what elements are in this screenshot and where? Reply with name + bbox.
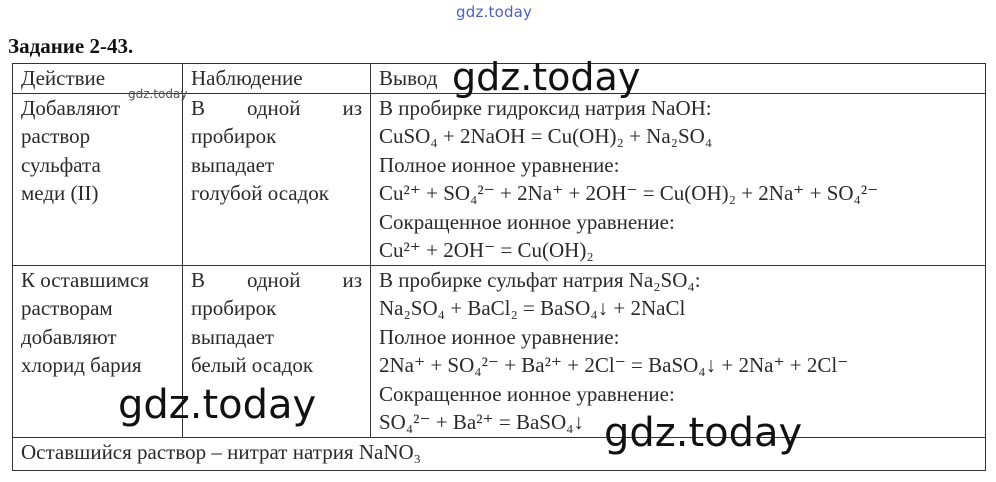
header-observation: Наблюдение: [183, 64, 371, 94]
observation-cell: [183, 93, 371, 265]
conclusion-line: В пробирке сульфат натрия Na₂SO₄:: [379, 267, 701, 292]
result-cell: Оставшийся раствор – нитрат натрия NaNO₃: [13, 437, 986, 470]
short-ionic-label: Сокращенное ионное уравнение:: [379, 209, 675, 234]
conclusion-line: В пробирке гидроксид натрия NaOH:: [379, 95, 712, 120]
action-line: хлорид бария: [21, 353, 142, 377]
observation-line: пробирок: [191, 296, 277, 320]
action-line: К оставшимся: [21, 267, 149, 292]
header-action: Действие: [13, 64, 183, 94]
watermark: gdz.today: [128, 87, 188, 101]
observation-line: белый осадок: [191, 353, 314, 377]
table-row: [13, 437, 986, 470]
full-ionic-equation: 2Na⁺ + SO₄²⁻ + Ba²⁺ + 2Cl⁻ = BaSO₄↓ + 2Na⁺ + 2Cl⁻: [379, 353, 849, 377]
watermark: gdz.today: [452, 55, 641, 99]
action-line: Добавляют: [21, 95, 121, 120]
observation-line: В одной из: [191, 95, 362, 120]
molecular-equation: CuSO₄ + 2NaOH = Cu(OH)₂ + Na₂SO₄: [379, 124, 713, 148]
short-ionic-label: Сокращенное ионное уравнение:: [379, 381, 675, 406]
action-line: раствор: [21, 124, 91, 148]
observation-line: пробирок: [191, 124, 277, 148]
action-line: растворам: [21, 296, 113, 320]
action-cell: [13, 93, 183, 265]
watermark-top: gdz.today: [456, 3, 533, 21]
conclusion-cell: [371, 93, 986, 265]
observation-line: выпадает: [191, 324, 275, 349]
full-ionic-equation: Cu²⁺ + SO₄²⁻ + 2Na⁺ + 2OH⁻ = Cu(OH)₂ + 2Na⁺ + SO₄²⁻: [379, 181, 879, 205]
header-conclusion: Вывод: [371, 64, 986, 94]
molecular-equation: Na₂SO₄ + BaCl₂ = BaSO₄↓ + 2NaCl: [379, 296, 686, 320]
action-line: меди (II): [21, 181, 99, 205]
task-title: Задание 2-43.: [8, 34, 134, 58]
full-ionic-label: Полное ионное уравнение:: [379, 324, 620, 349]
action-line: сульфата: [21, 152, 101, 177]
table-row: [13, 93, 986, 265]
watermark: gdz.today: [604, 410, 803, 456]
watermark: gdz.today: [118, 382, 317, 428]
short-ionic-equation: Cu²⁺ + 2OH⁻ = Cu(OH)₂: [379, 238, 594, 262]
observation-line: голубой осадок: [191, 181, 329, 205]
short-ionic-equation: SO₄²⁻ + Ba²⁺ = BaSO₄↓: [379, 410, 584, 434]
full-ionic-label: Полное ионное уравнение:: [379, 152, 620, 177]
observation-line: выпадает: [191, 152, 275, 177]
action-line: добавляют: [21, 324, 117, 349]
observation-line: В одной из: [191, 267, 362, 292]
